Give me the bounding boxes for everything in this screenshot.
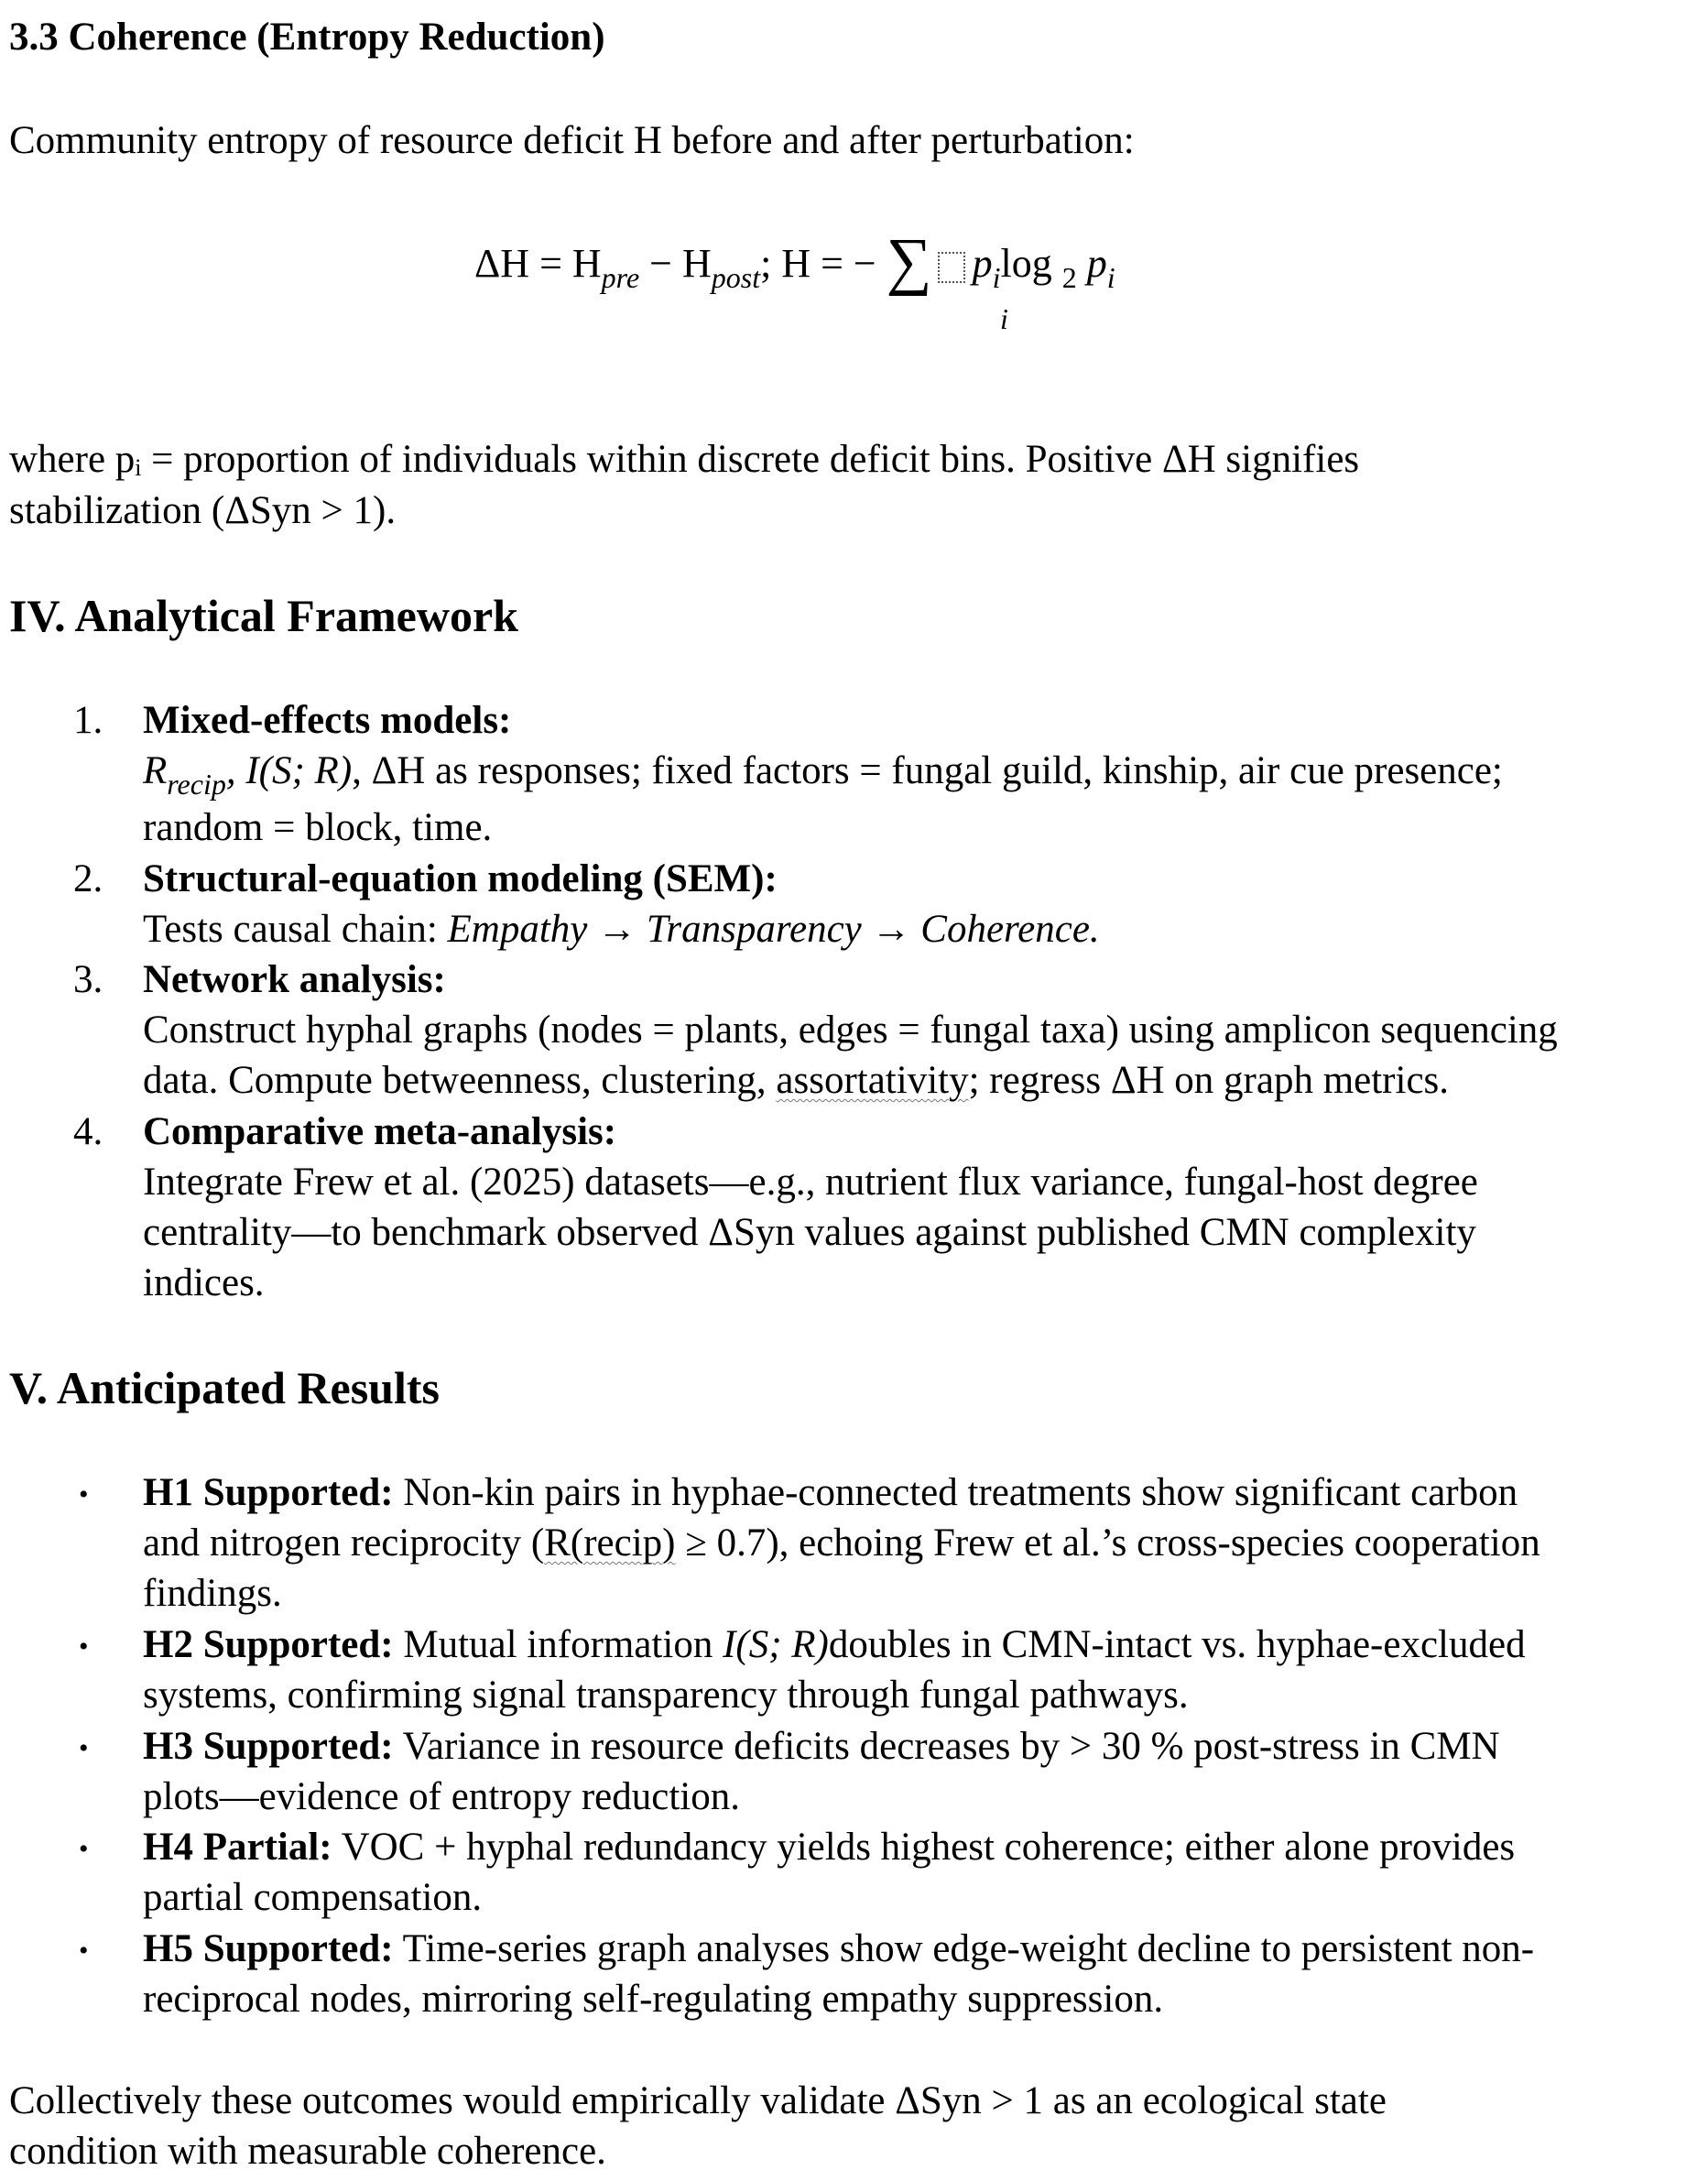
list-item-4-label: Comparative meta-analysis: xyxy=(143,1110,617,1153)
list-item-2-number: 2. xyxy=(73,857,103,900)
list-item-1-line-2: random = block, time. xyxy=(143,806,493,849)
list-item-4-number: 4. xyxy=(73,1110,103,1153)
section-heading-iv: IV. Analytical Framework xyxy=(9,590,518,641)
h2-line-1 xyxy=(143,1619,1526,1670)
network-text-c: ; regress ΔH on graph metrics. xyxy=(968,1059,1450,1102)
list-item-2-label: Structural-equation modeling (SEM): xyxy=(143,857,778,900)
h3-line-2: plots—evidence of entropy reduction. xyxy=(143,1775,740,1818)
list-item-1-label: Mixed-effects models: xyxy=(143,699,512,742)
eq-term2: p xyxy=(1086,241,1107,286)
list-item-1-line-1 xyxy=(143,746,1503,799)
eq-log-base: 2 xyxy=(1061,261,1077,294)
r-recip-sub: recip xyxy=(167,768,226,801)
list-item-3-line-1: Construct hyphal graphs (nodes = plants, edges = fungal taxa) using amplicon sequencing xyxy=(143,1009,1558,1052)
entropy-intro: Community entropy of resource deficit H before and after perturbation: xyxy=(9,119,1135,162)
h5-line-1 xyxy=(143,1924,1534,1974)
bullet-h5: • xyxy=(79,1936,89,1966)
h3-text: Variance in resource deficits decreases by > 30 % post-stress in CMN xyxy=(393,1725,1500,1768)
conclusion-line-2: condition with measurable coherence. xyxy=(9,2130,606,2173)
sigma-symbol: ∑ xyxy=(886,226,932,297)
h5-line-2: reciprocal nodes, mirroring self-regulating empathy suppression. xyxy=(143,1978,1164,2021)
h2-text-a: Mutual information xyxy=(393,1623,723,1666)
bullet-h3: • xyxy=(79,1733,89,1763)
list-item-4-line-2: centrality—to benchmark observed ΔSyn values against published CMN complexity xyxy=(143,1211,1476,1254)
h1-text: Non-kin pairs in hyphae-connected treatments show significant carbon xyxy=(393,1471,1518,1514)
eq-minus: − H xyxy=(639,241,712,286)
h2-text-c: doubles in CMN-intact vs. hyphae-excluded xyxy=(828,1623,1526,1666)
list-item-3-line-2 xyxy=(143,1055,1449,1106)
entropy-equation xyxy=(474,220,1115,297)
r-recip-symbol: R xyxy=(143,749,168,792)
h1-label: H1 Supported: xyxy=(143,1471,394,1514)
list-item-1-number: 1. xyxy=(73,699,103,742)
h1-text-a: and nitrogen reciprocity ( xyxy=(143,1521,545,1565)
eq-lhs: ΔH = H xyxy=(474,241,602,286)
list-item-1-text: , ΔH as responses; fixed factors = fungal guild, kinship, air cue presence; xyxy=(352,749,1503,792)
list-item-3-number: 3. xyxy=(73,958,103,1001)
placeholder-box-icon xyxy=(938,252,965,283)
sigma-index: i xyxy=(1000,302,1008,335)
eq-term: p xyxy=(972,241,993,286)
h5-text: Time-series graph analyses show edge-weight decline to persistent non- xyxy=(393,1927,1535,1970)
bullet-h2: • xyxy=(79,1631,89,1662)
bullet-h4: • xyxy=(79,1834,89,1864)
h3-line-1 xyxy=(143,1721,1500,1772)
h4-line-1 xyxy=(143,1822,1515,1872)
assortativity-word: assortativity xyxy=(776,1059,969,1102)
h1-text-c: ≥ 0.7), echoing Frew et al.’s cross-species cooperation xyxy=(675,1521,1540,1565)
h2-line-2: systems, confirming signal transparency through fungal pathways. xyxy=(143,1674,1189,1717)
h4-line-2: partial compensation. xyxy=(143,1876,483,1919)
eq-term2-sub: i xyxy=(1106,261,1115,294)
causal-chain-prefix: Tests causal chain: xyxy=(143,908,448,951)
causal-chain: Empathy → Transparency → Coherence. xyxy=(447,908,1100,951)
h1-line-2 xyxy=(143,1518,1540,1568)
h3-label: H3 Supported: xyxy=(143,1725,394,1768)
h4-label: H4 Partial: xyxy=(143,1826,332,1869)
eq-sub-pre: pre xyxy=(601,261,640,294)
h2-mutual-info: I(S; R) xyxy=(723,1623,829,1666)
eq-semi: ; H = − xyxy=(760,241,876,286)
h2-label: H2 Supported: xyxy=(143,1623,394,1666)
list-item-2-line-1 xyxy=(143,904,1100,954)
mutual-info-symbol: , I(S; R) xyxy=(225,749,353,792)
list-item-4-line-1: Integrate Frew et al. (2025) datasets—e.g., nutrient flux variance, fungal-host degree xyxy=(143,1161,1478,1204)
eq-sub-post: post xyxy=(711,261,761,294)
section-heading-3-3: 3.3 Coherence (Entropy Reduction) xyxy=(9,16,605,59)
bullet-h1: • xyxy=(79,1479,89,1510)
conclusion-line-1: Collectively these outcomes would empirically validate ΔSyn > 1 as an ecological state xyxy=(9,2079,1387,2122)
h4-text: VOC + hyphal redundancy yields highest coherence; either alone provides xyxy=(332,1826,1516,1869)
network-text-a: data. Compute betweenness, clustering, xyxy=(143,1059,777,1102)
section-heading-v: V. Anticipated Results xyxy=(9,1362,440,1413)
h1-line-1 xyxy=(143,1467,1518,1518)
list-item-3-label: Network analysis: xyxy=(143,958,446,1001)
h5-label: H5 Supported: xyxy=(143,1927,394,1970)
eq-term-sub: i xyxy=(992,261,1001,294)
h1-recip-value: R(recip) xyxy=(544,1521,676,1565)
where-line-1: where pᵢ = proportion of individuals within discrete deficit bins. Positive ΔH signifies xyxy=(9,438,1360,481)
eq-log: log xyxy=(1000,241,1052,286)
h1-line-3: findings. xyxy=(143,1572,282,1615)
where-line-2: stabilization (ΔSyn > 1). xyxy=(9,489,397,532)
list-item-4-line-3: indices. xyxy=(143,1261,265,1304)
